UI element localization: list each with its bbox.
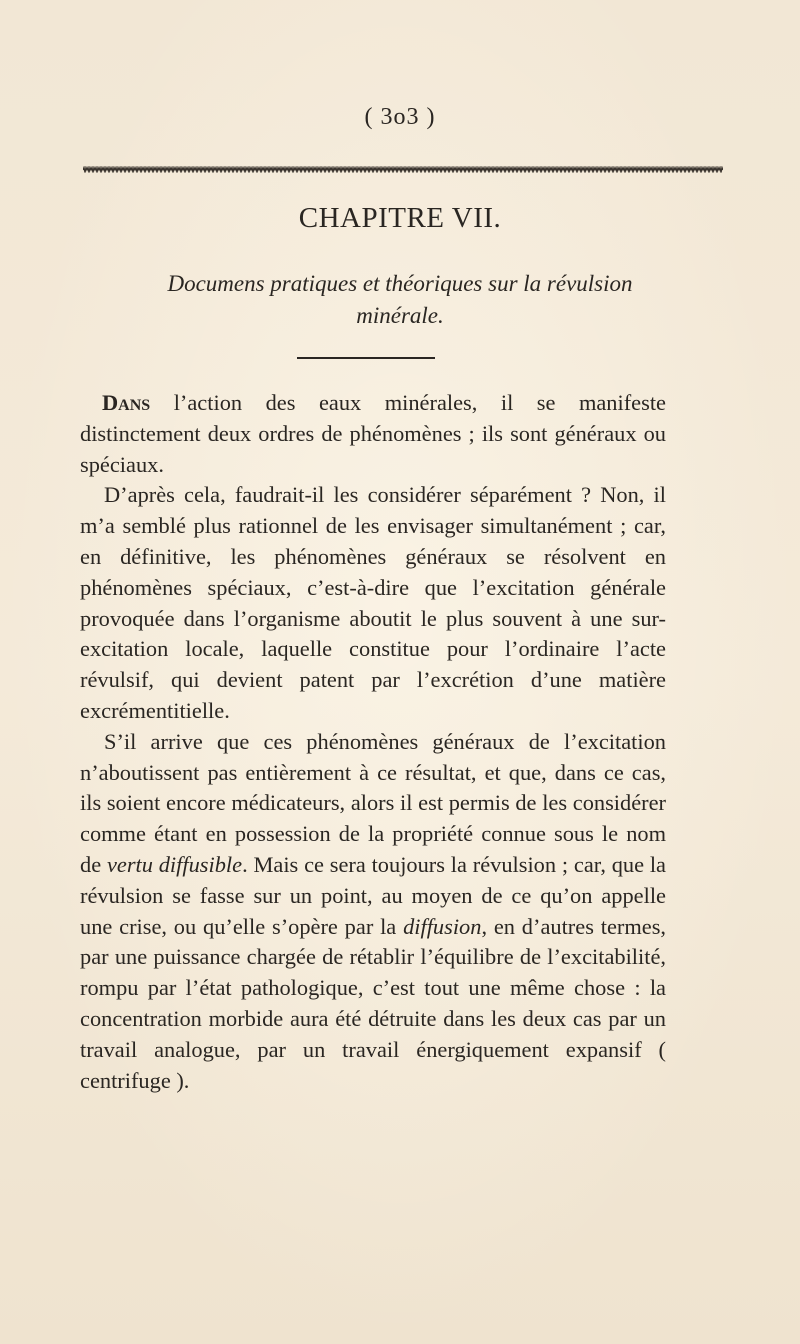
emphasis-vertu-diffusible: vertu diffusible xyxy=(106,851,243,877)
chapter-subtitle xyxy=(100,268,700,332)
paragraph-3-part-2: . Mais ce sera toujours la révulsion ; car, que la révulsion se fasse sur un point, au moyen de ce qu’on appelle une crise, ou qu’elle s’opère par la xyxy=(80,851,667,939)
paragraph-2: D’après cela, faudrait-il les considérer séparément ? Non, il m’a semblé plus rationnel de les envisager simultanément ; car, en définitive, les phénomènes généraux se résolvent en phénomènes spéciaux, c’est-à-dire que l’excitation générale provoquée dans l’organisme aboutit le plus souvent à une sur-excitation locale, laquelle constitue pour l’ordinaire l’acte révulsif, qui devient patent par l’excrétion d’une matière excrémentitielle. xyxy=(80,482,666,723)
body-text xyxy=(80,388,666,1096)
lead-word: Dans xyxy=(102,390,151,415)
subtitle-line-1: Documens pratiques et théoriques sur la révulsion xyxy=(167,271,633,296)
chapter-title: CHAPITRE VII. xyxy=(298,202,502,234)
paragraph-3-part-3: , en d’autres termes, par une puissance chargée de rétablir l’équilibre de l’excitabilité, rompu par l’état pathologique, c’est tout une même chose : la concentration morbide aura été détruite dans les deux cas par un travail analogue, par un travail énergiquement expansif ( centrifuge ). xyxy=(80,913,667,1093)
paragraph-1-text: l’action des eaux minérales, il se manifeste distinctement deux ordres de phénomènes ; ils sont généraux ou spéciaux. xyxy=(80,390,666,477)
section-divider xyxy=(297,357,435,359)
paragraph-3-part-1: S’il arrive que ces phénomènes généraux de l’excitation n’aboutissent pas entièrement à ce résultat, et que, dans ce cas, ils soient encore médicateurs, alors il est permis de les considérer comme étant en possession de la propriété connue sous le nom de xyxy=(80,728,666,877)
subtitle-line-2: minérale. xyxy=(356,303,444,328)
paragraph-3 xyxy=(80,727,666,1097)
page-number: ( 3o3 ) xyxy=(364,104,436,130)
emphasis-diffusion: diffusion xyxy=(403,913,482,939)
paragraph-1 xyxy=(80,388,666,480)
ornamental-rule xyxy=(83,166,723,174)
